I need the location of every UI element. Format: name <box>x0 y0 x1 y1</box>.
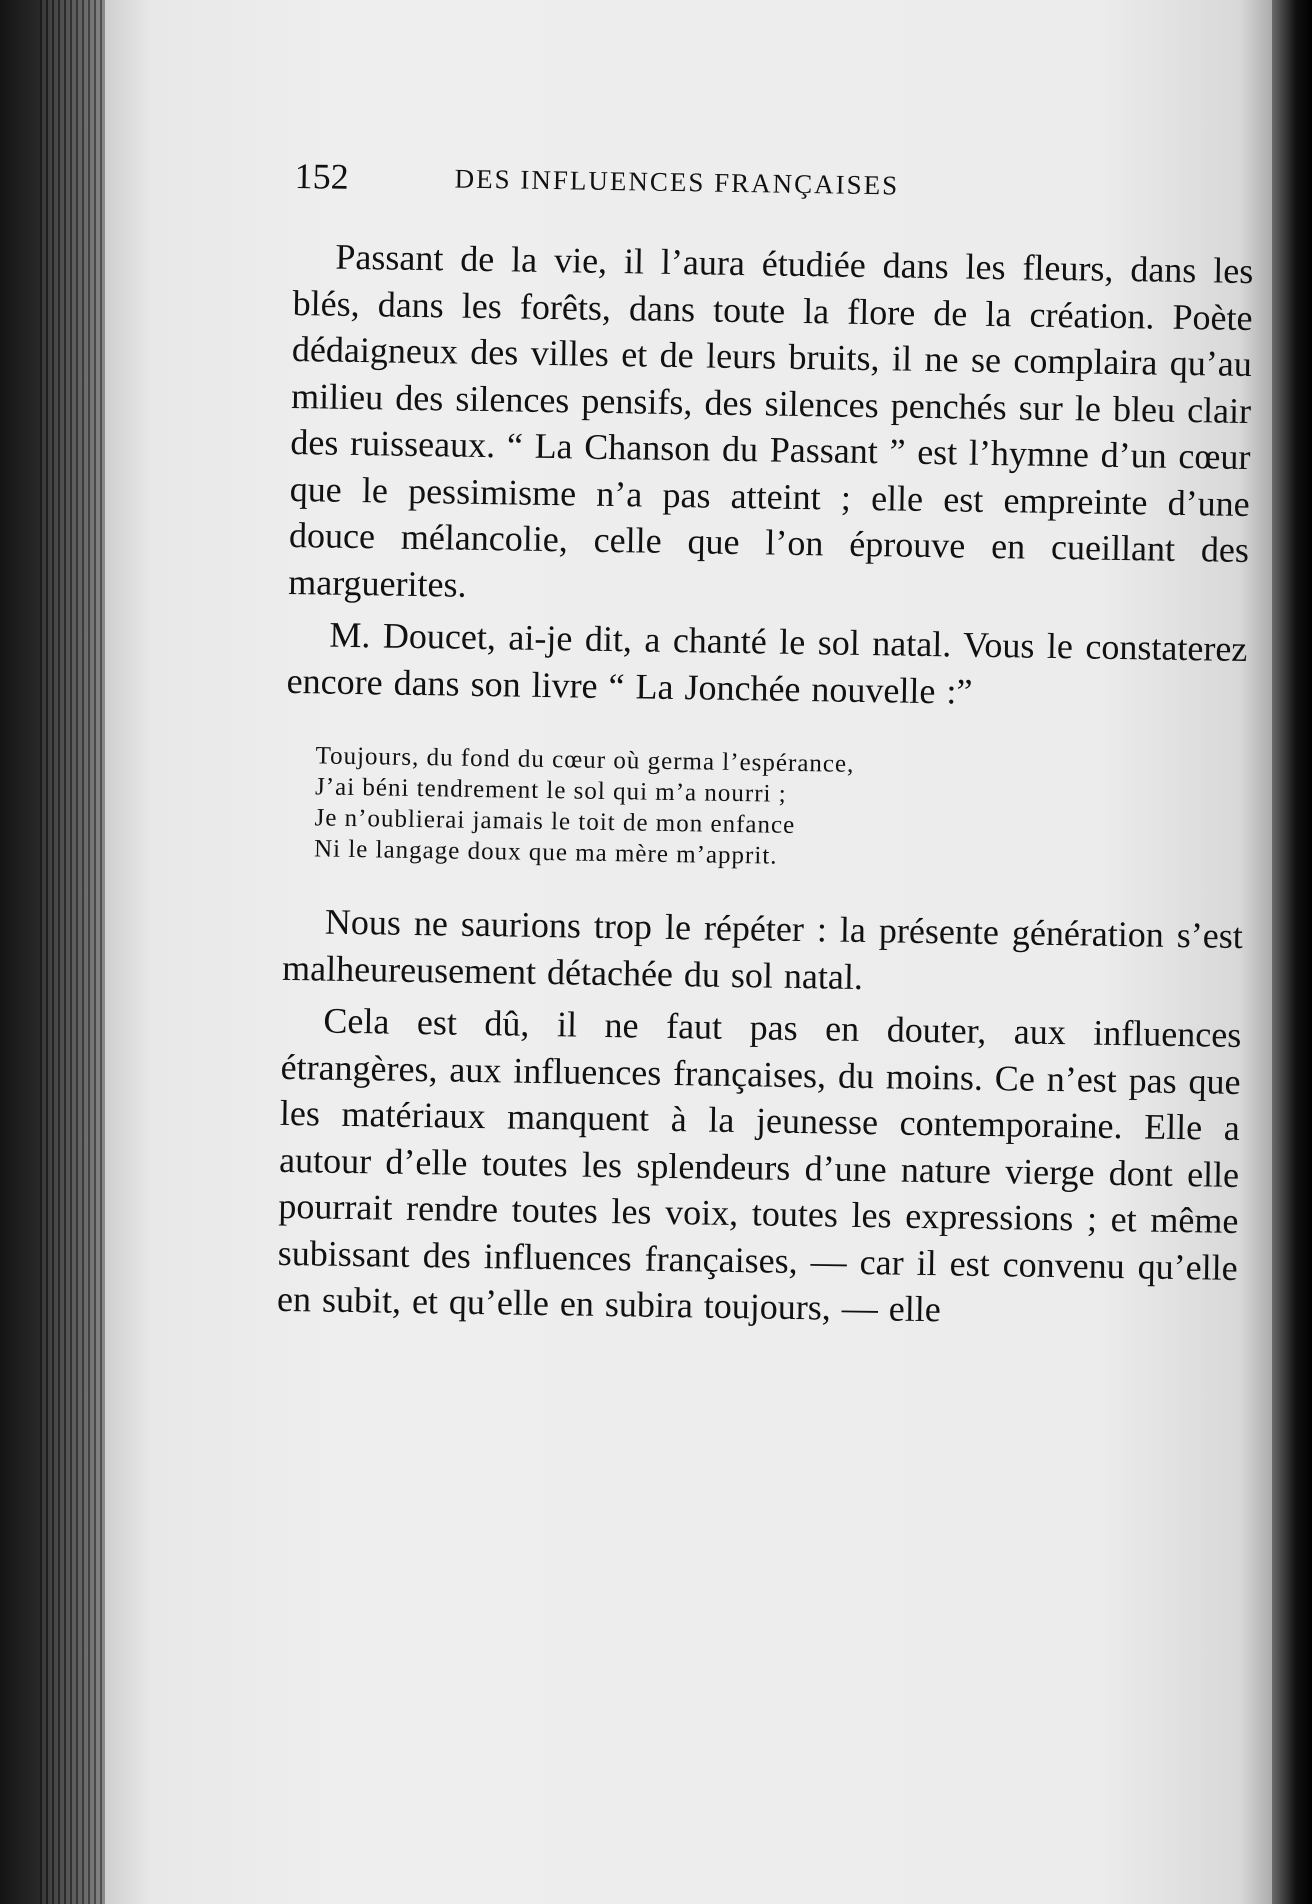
page-number: 152 <box>294 155 349 197</box>
poem-line: Toujours, du fond du cœur où germa l’espérance, <box>315 742 855 778</box>
poem-line: Ni le langage doux que ma mère m’apprit. <box>313 835 778 870</box>
page-content <box>277 155 1255 1337</box>
right-page-edge <box>1272 0 1312 1904</box>
running-head <box>294 155 1255 230</box>
paragraph: M. Doucet, ai-je dit, a chanté le sol natal. Vous le constaterez encore dans son livre “ La Jonchée nouvelle :” <box>286 614 1248 712</box>
paragraph: Passant de la vie, il l’aura étudiée dans les fleurs, dans les blés, dans les forêts, dans toute la flore de la création. Poète dédaigneux des villes et de leurs bruits, il ne se complaira qu’au milieu des silences pensifs, des silences penchés sur le bleu clair des ruisseaux. “ La Chanson du Passant ” est l’hymne d’un cœur que le pessimisme n’a pas atteint ; elle est empreinte d’une douce mélancolie, celle que l’on éprouve en cueillant des marguerites. <box>287 236 1254 605</box>
running-head-title: DES INFLUENCES FRANÇAISES <box>454 163 900 201</box>
poem-line: Je n’oublierai jamais le toit de mon enfance <box>314 804 796 839</box>
page-stack-edge <box>40 0 110 1904</box>
paragraph: Nous ne saurions trop le répéter : la présente génération s’est malheureusement détachée du sol natal. <box>281 901 1244 997</box>
poem-quotation <box>314 740 1246 879</box>
poem-line: J’ai béni tendrement le sol qui m’a nourri ; <box>314 773 787 808</box>
paragraph: Cela est dû, il ne faut pas en douter, aux influences étrangères, aux influences françaises, du moins. Ce n’est pas que les matériaux manquent à la jeunesse contemporaine. Elle a autour d’elle toutes les splendeurs d’une nature vierge dont elle pourrait rendre toutes les voix, toutes les expressions ; et même subissant des influences françaises, — car il est convenu qu’elle en subit, et qu’elle en subira toujours, — elle <box>276 1000 1242 1330</box>
page-sheet <box>105 0 1275 1904</box>
